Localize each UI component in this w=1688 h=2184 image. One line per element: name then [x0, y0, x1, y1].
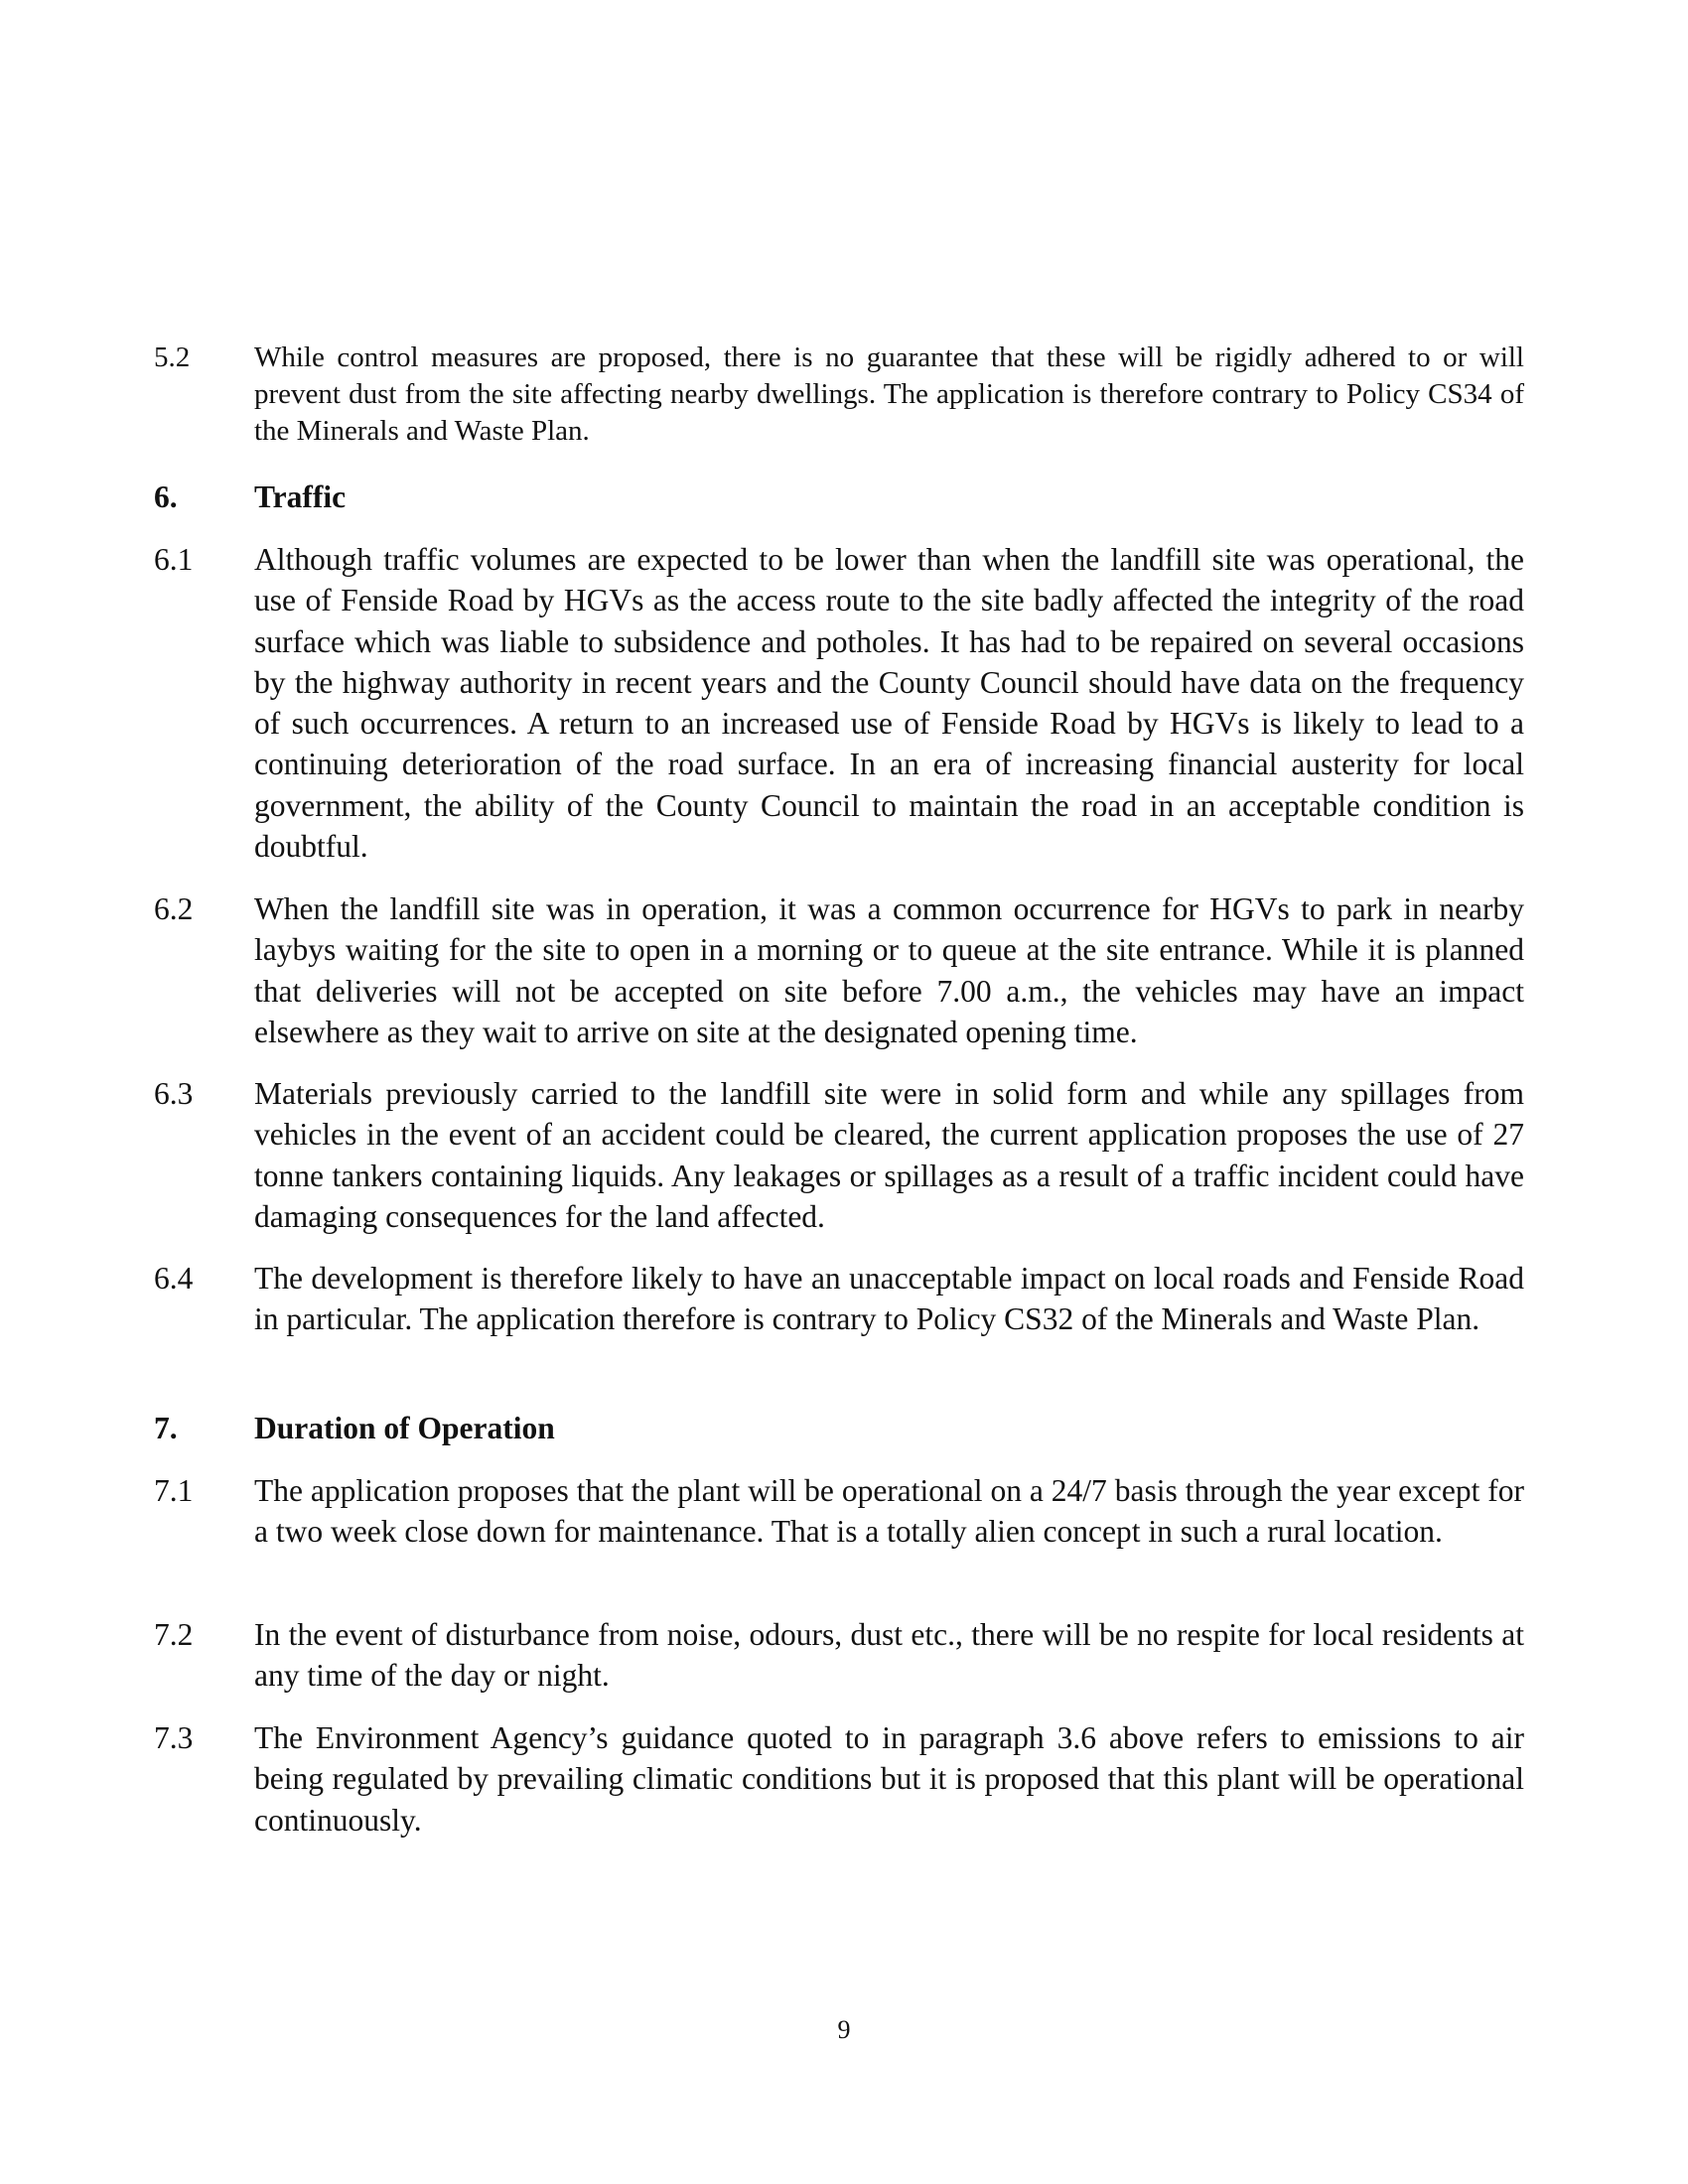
paragraph-5-2 [154, 340, 1524, 450]
page-number: 9 [837, 2015, 851, 2044]
paragraph-6-1 [154, 539, 1524, 867]
section-number: 7. [154, 1411, 178, 1445]
paragraph-text: The Environment Agency’s guidance quoted to in paragraph 3.6 above refers to emissions to air being regulated by prevailing climatic conditions but it is proposed that this plant will be operational continuously. [254, 1720, 1524, 1838]
paragraph-6-2 [154, 888, 1524, 1052]
paragraph-number: 6.3 [154, 1076, 194, 1111]
paragraph-number: 7.3 [154, 1720, 194, 1755]
paragraph-number: 6.4 [154, 1261, 194, 1296]
paragraph-6-3 [154, 1073, 1524, 1237]
paragraph-text: In the event of disturbance from noise, odours, dust etc., there will be no respite for local residents at any time of the day or night. [254, 1617, 1524, 1694]
paragraph-number: 7.1 [154, 1473, 194, 1508]
paragraph-number: 7.2 [154, 1617, 194, 1652]
section-heading-duration-of-operation [154, 1409, 1524, 1448]
paragraph-text: When the landfill site was in operation, it was a common occurrence for HGVs to park in nearby laybys waiting for the site to open in a morning or to queue at the site entrance. While it is planned that deliveries will not be accepted on site before 7.00 a.m., the vehicles may have an impact elsewhere as they wait to arrive on site at the designated opening time. [254, 891, 1524, 1049]
paragraph-text: While control measures are proposed, there is no guarantee that these will be rigidly adhered to or will prevent dust from the site affecting nearby dwellings. The application is therefore contrary to Policy CS34 of the Minerals and Waste Plan. [254, 341, 1524, 447]
section-heading-traffic [154, 478, 1524, 517]
paragraph-text: Although traffic volumes are expected to be lower than when the landfill site was operational, the use of Fenside Road by HGVs as the access route to the site badly affected the integrity of the road surface which was liable to subsidence and potholes. It has had to be repaired on several occasions by the highway authority in recent years and the County Council should have data on the frequency of such occurrences. A return to an increased use of Fenside Road by HGVs is likely to lead to a continuing deterioration of the road surface. In an era of increasing financial austerity for local government, the ability of the County Council to maintain the road in an acceptable condition is doubtful. [254, 542, 1524, 865]
paragraph-text: The application proposes that the plant will be operational on a 24/7 basis through the year except for a two week close down for maintenance. That is a totally alien concept in such a rural location. [254, 1473, 1524, 1550]
section-title: Traffic [254, 479, 347, 514]
paragraph-7-3 [154, 1717, 1524, 1841]
paragraph-7-2 [154, 1614, 1524, 1697]
section-number: 6. [154, 479, 178, 514]
paragraph-7-1 [154, 1470, 1524, 1553]
paragraph-6-4 [154, 1258, 1524, 1340]
paragraph-number: 6.1 [154, 542, 194, 577]
paragraph-number: 5.2 [154, 341, 191, 373]
paragraph-text: The development is therefore likely to have an unacceptable impact on local roads and Fenside Road in particular. The application therefore is contrary to Policy CS32 of the Minerals and Waste Plan. [254, 1261, 1524, 1337]
paragraph-number: 6.2 [154, 891, 194, 926]
section-title: Duration of Operation [254, 1411, 555, 1445]
paragraph-text: Materials previously carried to the landfill site were in solid form and while any spillages from vehicles in the event of an accident could be cleared, the current application proposes the use of 27 tonne tankers containing liquids. Any leakages or spillages as a result of a traffic incident could have damaging consequences for the land affected. [254, 1076, 1524, 1234]
